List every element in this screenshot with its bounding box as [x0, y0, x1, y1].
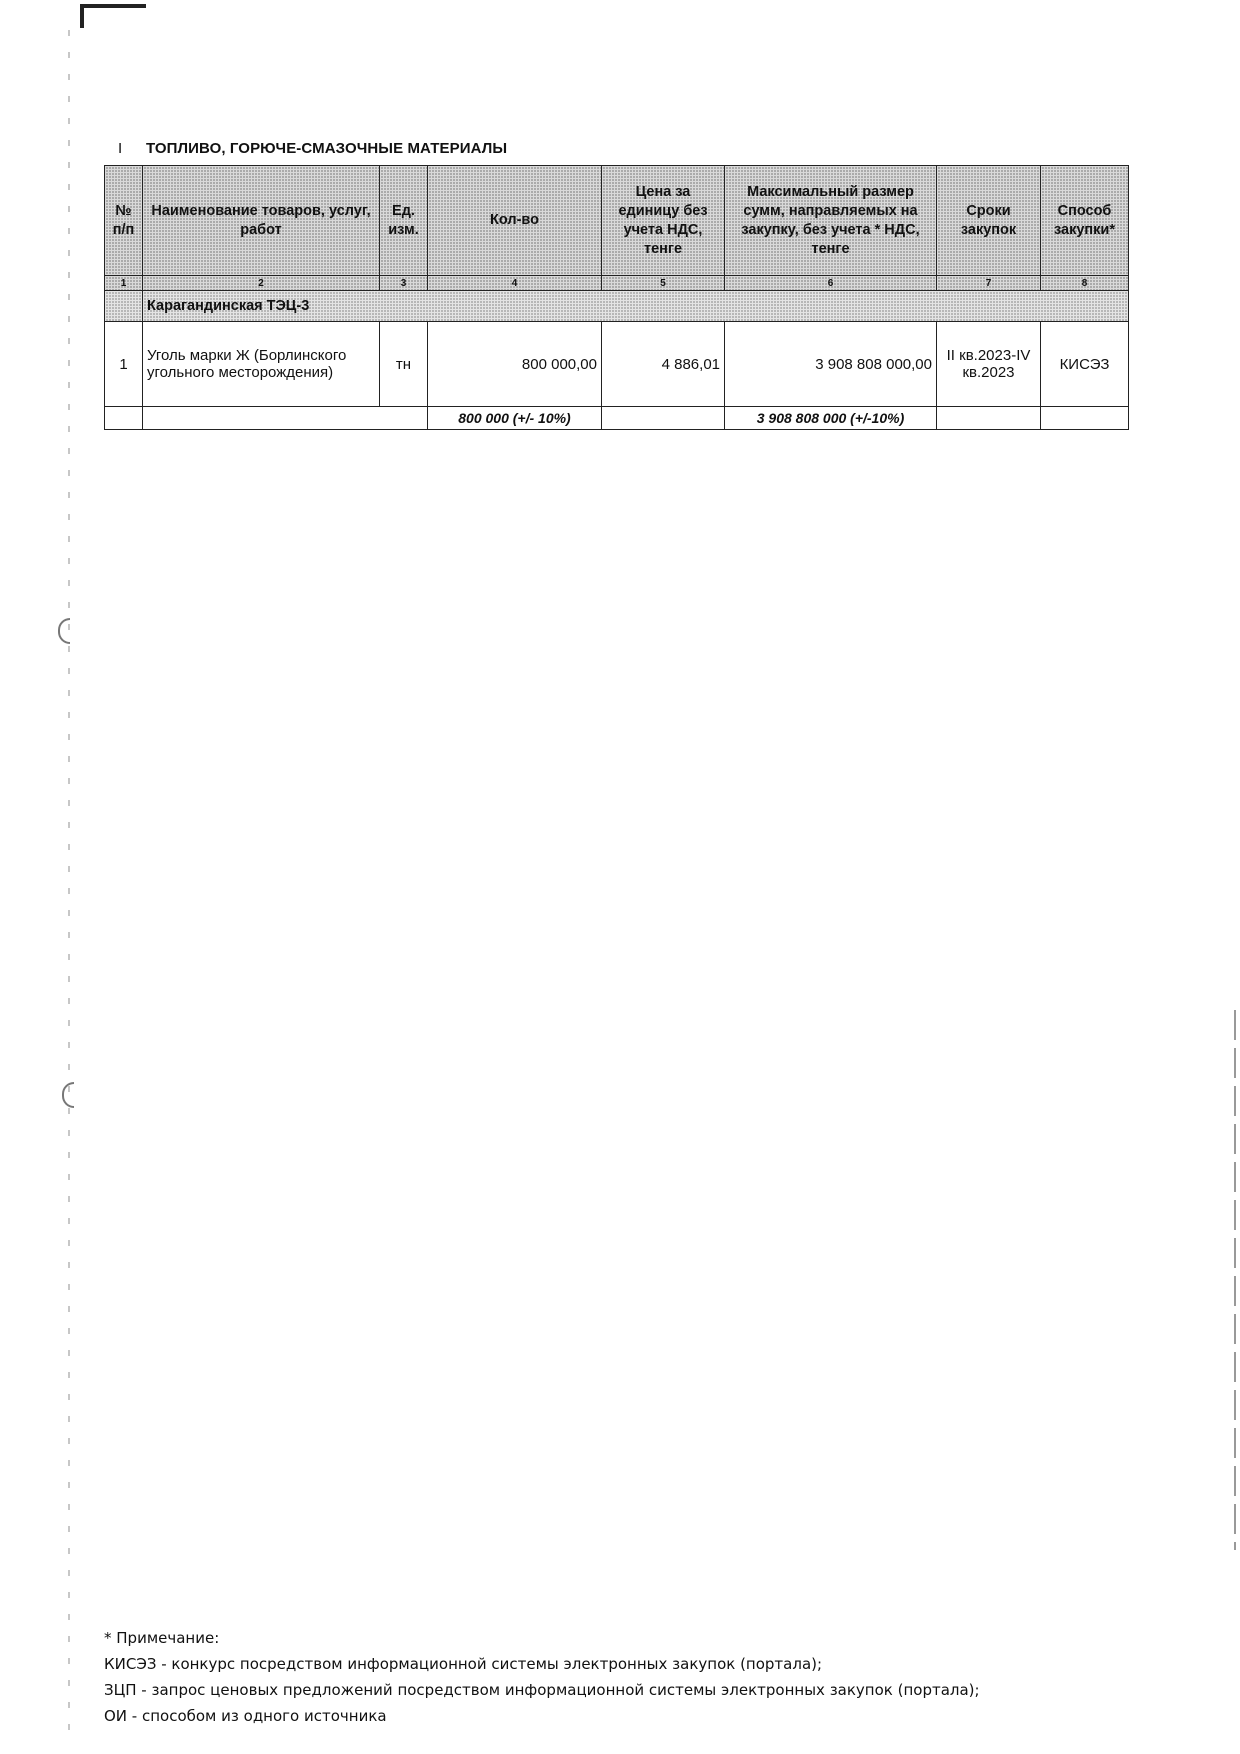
group-row-spacer [105, 291, 143, 322]
procurement-table [104, 165, 1129, 430]
totals-row [105, 407, 1129, 430]
cell-name: Уголь марки Ж (Борлинского угольного месторождения) [143, 322, 380, 407]
group-row [105, 291, 1129, 322]
column-number: 6 [725, 276, 937, 291]
scan-edge-artifact [1234, 1010, 1236, 1550]
footnote-block [104, 1625, 980, 1729]
cell-period: II кв.2023-IV кв.2023 [937, 322, 1041, 407]
header-cell: Кол-во [428, 166, 602, 276]
footnote-heading: * Примечание: [104, 1629, 220, 1647]
header-cell: Максимальный размер сумм, направляемых на закупку, без учета * НДС, тенге [725, 166, 937, 276]
section-title [118, 140, 507, 157]
column-number-row [105, 276, 1129, 291]
column-number: 1 [105, 276, 143, 291]
cell-method: КИСЭЗ [1041, 322, 1129, 407]
column-number: 5 [602, 276, 725, 291]
column-number: 2 [143, 276, 380, 291]
scan-punch-mark [58, 618, 70, 644]
header-cell: Сроки закупок [937, 166, 1041, 276]
table-header-row [105, 166, 1129, 276]
footnote-line: ОИ - способом из одного источника [104, 1707, 387, 1725]
header-cell: Цена за единицу без учета НДС, тенге [602, 166, 725, 276]
cell-price: 4 886,01 [602, 322, 725, 407]
scan-corner-mark [80, 4, 146, 28]
header-cell: Ед. изм. [380, 166, 428, 276]
table-row [105, 322, 1129, 407]
scan-edge-artifact [68, 30, 70, 1730]
header-cell: № п/п [105, 166, 143, 276]
cell-no: 1 [105, 322, 143, 407]
total-max-sum: 3 908 808 000 (+/-10%) [725, 407, 937, 430]
total-qty: 800 000 (+/- 10%) [428, 407, 602, 430]
column-number: 7 [937, 276, 1041, 291]
totals-empty-cell [937, 407, 1041, 430]
totals-empty-cell [602, 407, 725, 430]
column-number: 3 [380, 276, 428, 291]
totals-empty-cell [105, 407, 143, 430]
group-label: Карагандинская ТЭЦ-3 [143, 291, 1129, 322]
column-number: 8 [1041, 276, 1129, 291]
section-title-text: ТОПЛИВО, ГОРЮЧЕ-СМАЗОЧНЫЕ МАТЕРИАЛЫ [146, 140, 508, 157]
cell-qty: 800 000,00 [428, 322, 602, 407]
scan-punch-mark [62, 1082, 74, 1108]
totals-empty-cell [143, 407, 428, 430]
footnote-line: ЗЦП - запрос ценовых предложений посредством информационной системы электронных закупок (портала); [104, 1681, 980, 1699]
header-cell: Наименование товаров, услуг, работ [143, 166, 380, 276]
totals-empty-cell [1041, 407, 1129, 430]
cell-unit: тн [380, 322, 428, 407]
cell-max-sum: 3 908 808 000,00 [725, 322, 937, 407]
column-number: 4 [428, 276, 602, 291]
header-cell: Способ закупки* [1041, 166, 1129, 276]
section-number: I [118, 140, 123, 157]
footnote-line: КИСЭЗ - конкурс посредством информационной системы электронных закупок (портала); [104, 1655, 823, 1673]
